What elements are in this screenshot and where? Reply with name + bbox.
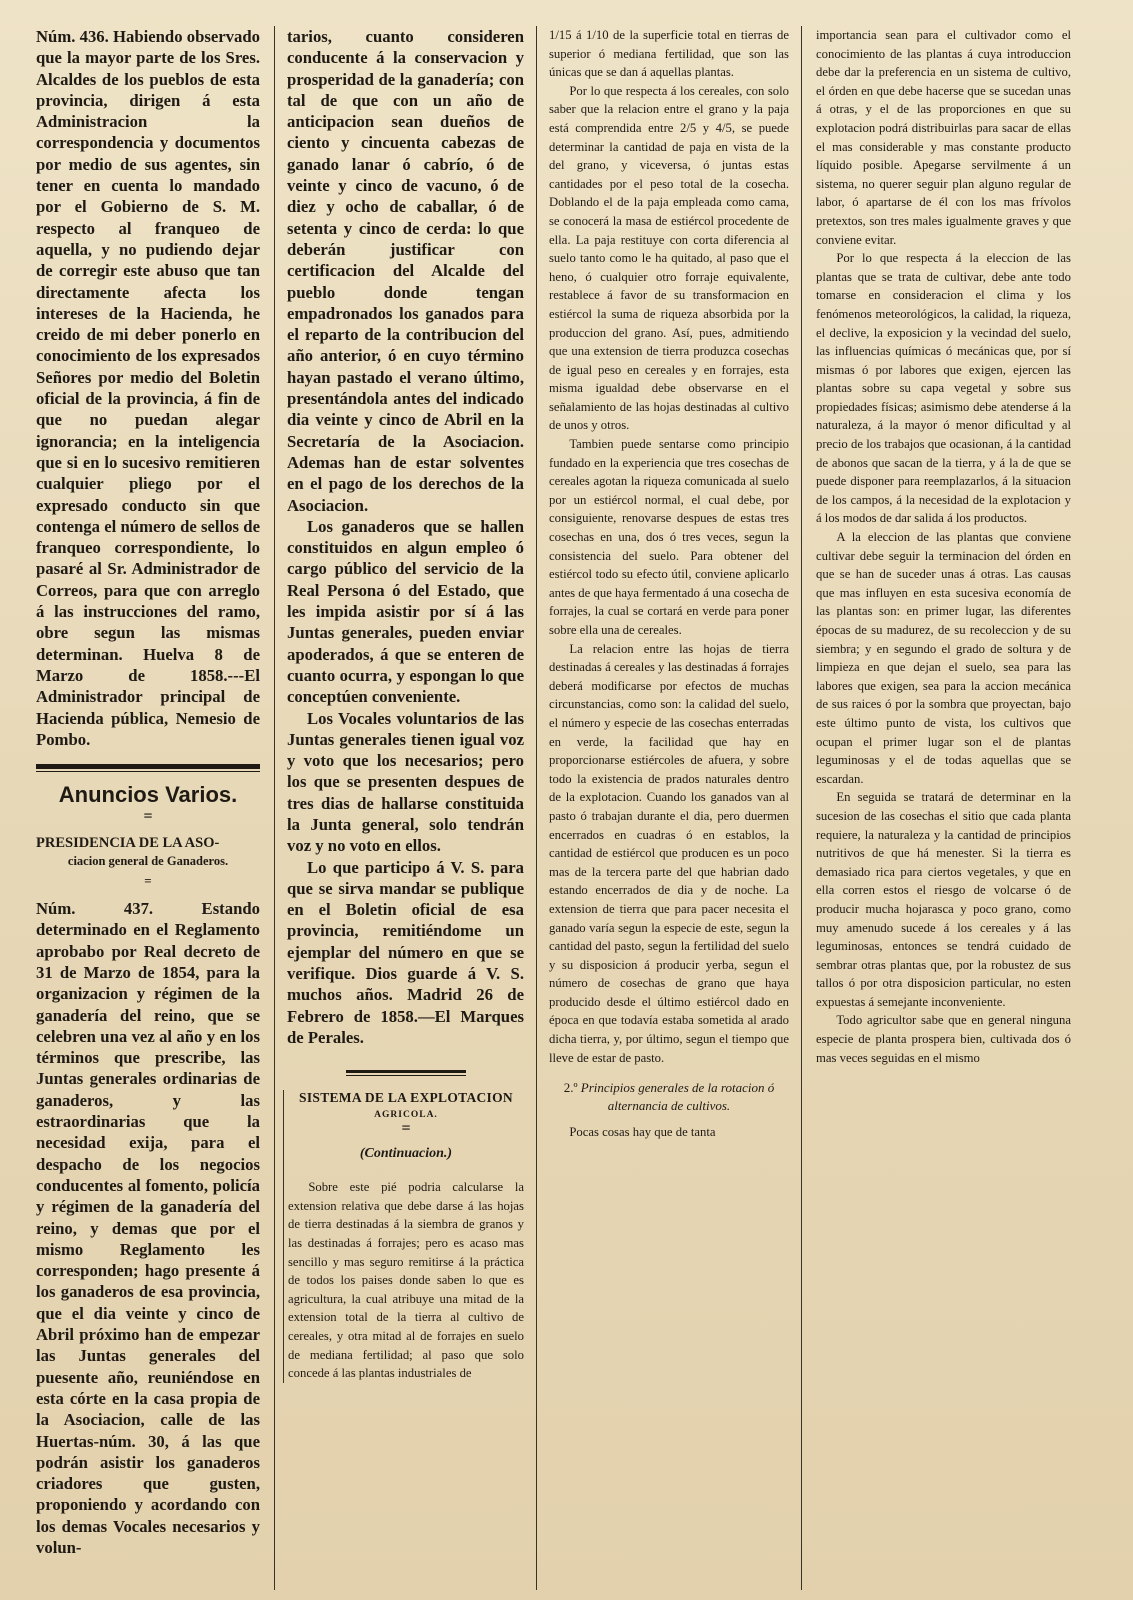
article-title — [288, 1090, 524, 1120]
article-box — [283, 1090, 524, 1383]
notice-436 — [36, 26, 260, 750]
col3-paragraph-5: Pocas cosas hay que de tanta — [569, 1125, 716, 1140]
subsection-heading — [549, 1079, 789, 1115]
short-rule — [346, 1070, 466, 1076]
notice-436-text: Núm. 436. Habiendo observado que la mayor parte de los Sres. Alcaldes de los pueblos de esta provincia, dirigen á esta Administracion la correspondencia y documentos por medio de sus agentes, sin tener en cuenta lo mandado por el Gobierno de S. M. respecto al franqueo de aquella, y no pudiendo dejar de corregir este abuso que tan directamente afecta los intereses de la Hacienda, he creido de mi deber ponerlo en conocimiento de los expresados Señores por medio del Boletin oficial de la provincia, á fin de que no puedan alegar ignorancia; en la inteligencia que si en lo sucesivo remitieren cualquier pliego por el expresado conducto sin que contenga el número de sellos de franqueo correspondiente, lo pasaré al Sr. Administrador de Correos, para que con arreglo á las instrucciones del ramo, obre segun las mismas determinan. Huelva 8 de Marzo de 1858.---El Administrador principal de Hacienda pública, Nemesio de Pombo. — [36, 27, 260, 749]
col4-paragraph-4: En seguida se tratará de determinar en la sucesion de las cosechas el sitio que cada planta requiere, la naturaleza y la cantidad de principios nutritivos de que há menester. Si la tierra es demasiado rica para ciertos vegetales, y que en ella corren estos el riesgo de volcarse ó de producir mucha hojarasca y poco grano, como muy amenudo sucede á los cereales y á las leguminosas, entonces se tendrá cuidado de sembrar otras plantas que, por la robustez de sus tallos ó por otra disposicion particular, no esten expuestas á semejante inconveniente. — [816, 790, 1071, 1009]
columns — [36, 26, 1111, 1590]
column-2 — [274, 26, 536, 1590]
continuation-label: (Continuacion.) — [359, 1146, 453, 1162]
section-title: Anuncios Varios. — [58, 782, 238, 808]
double-dash-ornament: = — [143, 808, 153, 826]
col2-paragraph-1: tarios, cuanto consideren conducente á la conservacion y prosperidad de la ganadería; con tal de que con un año de anticipacion sean dueños de ciento y cincuenta cabezas de ganado lanar ó cabrío, ó de veinte y cinco de vacuno, ó de diez y ocho de caballar, ó de setenta y cinco de cerda: lo que deberán justificar con certificacion del Alcalde del pueblo donde tengan empadronados los ganados para el reparto de la contribucion del año anterior, ó en cuyo término hayan pastado el verano último, presentándola antes del indicado dia veinte y cinco de Abril en la Secretaría de la Asociacion. Ademas han de estar solventes en el pago de los derechos de la Asociacion. — [287, 27, 524, 515]
col4-paragraph-3: A la eleccion de las plantas que conviene cultivar debe seguir la terminacion del órden en que se han de suceder unas á otras. Las causas que mas influyen en esta sucesiva economía de las plantas son: en primer lugar, las diferentes épocas de su madurez, de su recoleccion y de su siembra; y en segundo el grado de soltura y de limpieza en que dejan el suelo, sea para las labores que exigen, sea para la accion mecánica de sus raices ó por la sombra que proyectan, bajo este último punto de vista, los cultivos que ocupan el primer lugar son el de plantas leguminosas y el de todas aquellas que se escardan. — [816, 530, 1071, 786]
article-body-col3 — [549, 26, 789, 1142]
col4-paragraph-1: importancia sean para el cultivador como el conocimiento de las plantas á cuya introduccion debe dar la preferencia en un sistema de cultivo, el órden en que debe hacerse que se sucedan unas á otras, y el de las proporciones en que su explotacion podrá distribuirlas para sacar de ellas el mas considerable y mas constante producto líquido posible. Apegarse servilmente á un sistema, no querer seguir plan alguno regular de labor, ó apartarse de él con los mas frívolos pretextos, son tres males igualmente graves y que conviene evitar. — [816, 28, 1071, 247]
article-subtitle: AGRICOLA. — [374, 1110, 438, 1121]
col3-paragraph-1: 1/15 á 1/10 de la superficie total en tierras de superior ó mediana fertilidad, que son las únicas que se dan á aquellas plantas. — [549, 28, 789, 80]
thick-rule — [36, 764, 260, 772]
col2-paragraph-5: Sobre este pié podria calcularse la extension relativa que debe darse á las hojas de tierra destinadas á la siembra de granos y las destinadas á forrajes; pero es acaso mas sencillo y mas seguro remitirse á la práctica de todos los paises donde saben lo que es agricultura, la cual atribuye una mitad de la extension total de la tierra al cultivo de cereales, y otra mitad al de forrajes en suelo de mediana fertilidad; al paso que solo concede á las plantas industriales de — [288, 1180, 524, 1381]
heading-line-2: ciacion general de Ganaderos. — [67, 854, 229, 869]
column-1 — [36, 26, 274, 1590]
column-3 — [536, 26, 801, 1590]
col2-paragraph-4: Lo que participo á V. S. para que se sirva mandar se publique en el Boletin oficial de esa provincia, remitiéndome un ejemplar del número en que se verifique. Dios guarde á V. S. muchos años. Madrid 26 de Febrero de 1858.—El Marques de Perales. — [287, 857, 524, 1047]
article-title-text: SISTEMA DE LA EXPLOTACION — [299, 1090, 513, 1106]
col3-paragraph-4: La relacion entre las hojas de tierra destinadas á cereales y las destinadas á forrajes deberá modificarse por efectos de muchas circunstancias, como son: la calidad del suelo, el número y especie de las cosechas enterradas en verde, la facilidad que hay en proporcionarse estiércoles de afuera, y sobre todo la existencia de prados naturales dentro de la explotacion. Cuando los ganados van al pasto ó trabajan durante el dia, pero duermen encerrados en cuadras ó en establos, la cantidad de estiércol que producen es un poco mas de la tercera parte del que habrian dado estando encerrados de dia y de noche. La extension de tierra que para pacer necesita el ganado varía segun la especie de este, segun la cantidad del pasto, segun la fertilidad del suelo y su disposicion á producir yerba, segun el número de cosechas de grano que haya producido desde el último estiércol dado en época en que todavía estaba sometida al arado dicha tierra, y, por último, segun el tiempo que lleve de estar de pasto. — [549, 641, 789, 1065]
article-ornament: = — [401, 1120, 411, 1138]
notice-437-text: Núm. 437. Estando determinado en el Reglamento aprobabo por Real decreto de 31 de Marzo de 1854, para la organizacion y régimen de la ganadería del reino, que se celebren una vez al año y en los términos que prescribe, las Juntas generales ordinarias de ganaderos, y las estraordinarias que la necesidad exija, para el despacho de los negocios conducentes al fomento, policía y régimen de la ganadería del reino, y demas que por el mismo Reglamento les corresponden; hago presente á los ganaderos de esa provincia, que el dia veinte y cinco de Abril próximo han de empezar las Juntas generales del puesente año, reuniéndose en esta córte en la casa propia de la Asociacion, calle de las Huertas-núm. 30, á las que podrán asistir los ganaderos criadores que gusten, proponiendo y acordando con los demas Vocales necesarios y volun- — [36, 899, 260, 1557]
subsection-title: Principios generales de la rotacion ó alternancia de cultivos. — [580, 1080, 775, 1114]
presidencia-heading — [36, 834, 260, 870]
article-body-start — [288, 1178, 524, 1383]
col3-paragraph-3: Tambien puede sentarse como principio fundado en la experiencia que tres cosechas de cereales agotan la riqueza comunicada al suelo por un estiércol normal, el cual debe, por consiguiente, renovarse despues de estas tres cosechas en una, dos ó tres veces, segun la consistencia del suelo. Para obtener del estiércol todo su efecto útil, conviene aplicarlo antes de que haya fermentado á una cosecha de forrajes, la cual se cortará en verde para poner sobre ella una de cereales. — [549, 437, 789, 637]
column-4 — [801, 26, 1071, 1590]
col2-paragraph-3: Los Vocales voluntarios de las Juntas generales tienen igual voz y voto que los necesarios; pero los que se presenten despues de tres dias de hallarse constituida la Junta general, solo tendrán voz y no voto en ellos. — [287, 708, 524, 856]
col3-paragraph-2: Por lo que respecta á los cereales, con solo saber que la relacion entre el grano y la paja está comprendida entre 2/5 y 4/5, se puede determinar la cantidad de paja en vista de la del grano, y viceversa, ó juntas estas cantidades por el peso total de la cosecha. Doblando el de la paja empleada como cama, se conocerá la masa de estiércol procedente de ella. La paja restituye con corta diferencia al suelo tanto como le ha quitado, al paso que el heno, ó cualquier otro forraje equivalente, restablece á favor de su transformacion en estiércol la suma de riqueza absorbida por la produccion del grano. Así, pues, admitiendo que una extension de tierra produzca cosechas de igual peso en cereales y en forrajes, esta misma igualdad debe observarse en el señalamiento de las hojas destinadas al cultivo de unos y otros. — [549, 83, 789, 433]
article-body-col4 — [816, 26, 1071, 1067]
subsection-number: 2.º — [563, 1080, 578, 1096]
col4-paragraph-5: Todo agricultor sabe que en general ninguna especie de planta prospera bien, cultivada dos ó mas veces seguidas en el mismo — [816, 1013, 1071, 1065]
col4-paragraph-2: Por lo que respecta á la eleccion de las plantas que se trata de cultivar, debe ante todo tomarse en consideracion el clima y los fenómenos meteorológicos, la calidad, la riqueza, el declive, la exposicion y la vecindad del suelo, las influencias químicas ó mecánicas que, por sí mismas ó por labores que exigen, ejercen las plantas sobre su capa vegetal y sobre sus propiedades físicas; asimismo debe atenderse á la naturaleza, á la mayor ó menor dificultad y al precio de los trabajos que ocasionan, á la cantidad de abonos que sacan de la tierra, y á la de que se puede disponer para reemplazarlos, á la situacion de los campos, á la necesidad de la explotacion y á los modos de dar salida á los productos. — [816, 251, 1071, 526]
heading-line-1: PRESIDENCIA DE LA ASO- — [36, 835, 220, 852]
notice-437 — [36, 898, 260, 1558]
heading-ornament: = — [144, 873, 152, 889]
col2-paragraph-2: Los ganaderos que se hallen constituidos en algun empleo ó cargo público del servicio de la Real Persona ó del Estado, que les impida asistir por sí á las Juntas generales, pueden enviar apoderados, á que se enteren de cuanto ocurra, y espongan lo que conceptúen conveniente. — [287, 516, 524, 707]
notice-437-continued — [287, 26, 524, 1048]
